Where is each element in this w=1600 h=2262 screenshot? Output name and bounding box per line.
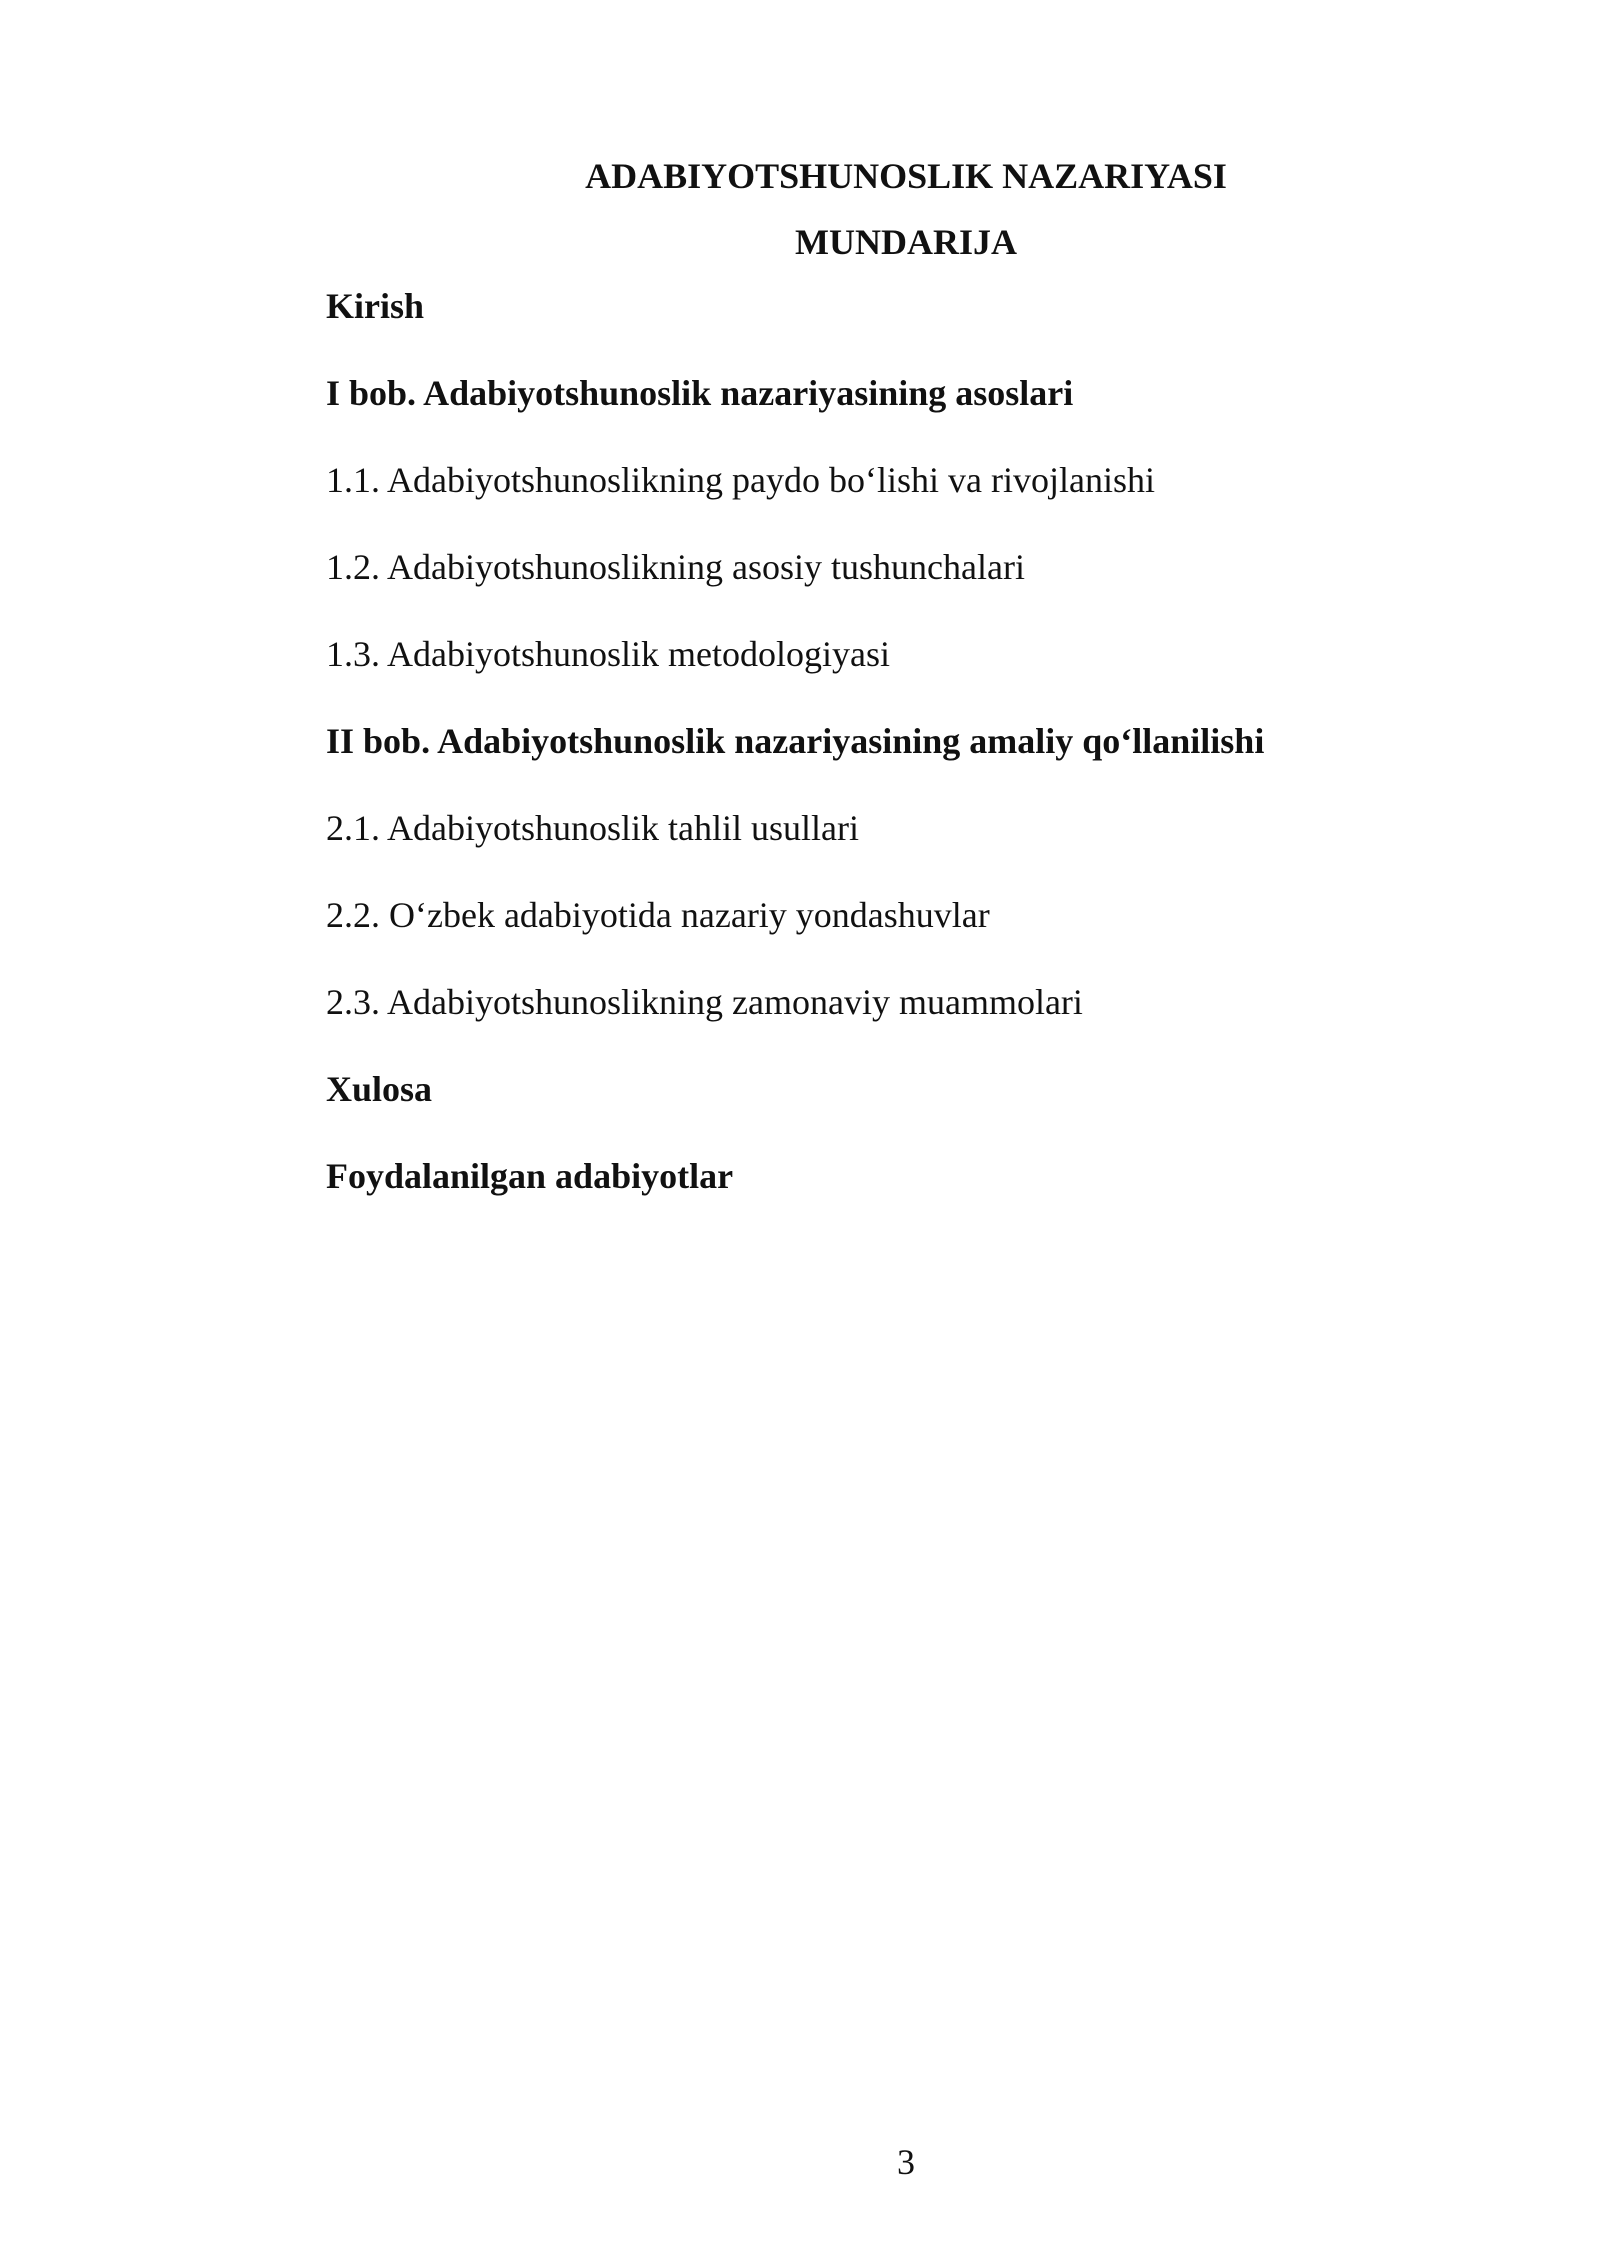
toc-entry-section-1-1: 1.1. Adabiyotshunoslikning paydo bo‘lishi va rivojlanishi xyxy=(326,460,1155,500)
document-title: ADABIYOTSHUNOSLIK NAZARIYASI xyxy=(585,156,1227,196)
toc-entry-section-2-3: 2.3. Adabiyotshunoslikning zamonaviy muammolari xyxy=(326,982,1083,1022)
toc-entry-section-2-1: 2.1. Adabiyotshunoslik tahlil usullari xyxy=(326,808,859,848)
toc-entry-section-1-3: 1.3. Adabiyotshunoslik metodologiyasi xyxy=(326,634,890,674)
page-number: 3 xyxy=(897,2142,915,2182)
toc-entry-conclusion: Xulosa xyxy=(326,1069,433,1109)
toc-heading: MUNDARIJA xyxy=(795,222,1017,262)
toc-entry-chapter-1: I bob. Adabiyotshunoslik nazariyasining asoslari xyxy=(326,373,1074,413)
toc-entry-introduction: Kirish xyxy=(326,286,425,326)
toc-entry-references: Foydalanilgan adabiyotlar xyxy=(326,1156,734,1196)
toc-entry-chapter-2: II bob. Adabiyotshunoslik nazariyasining amaliy qo‘llanilishi xyxy=(326,721,1265,761)
toc-entry-section-1-2: 1.2. Adabiyotshunoslikning asosiy tushunchalari xyxy=(326,547,1025,587)
toc-entry-section-2-2: 2.2. O‘zbek adabiyotida nazariy yondashuvlar xyxy=(326,895,990,935)
